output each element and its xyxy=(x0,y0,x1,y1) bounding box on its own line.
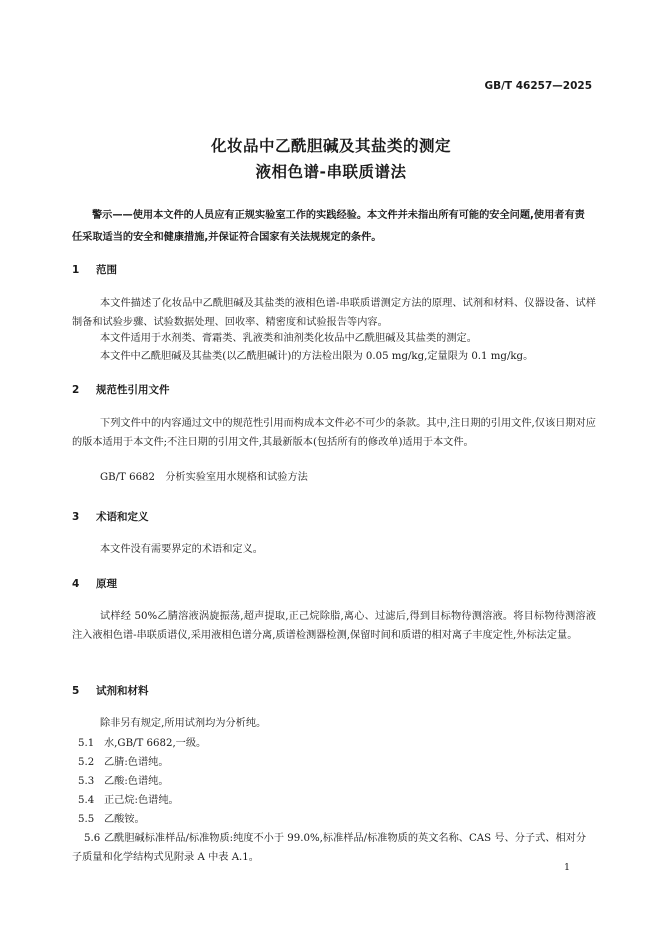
clause-text: 乙酸铵。 xyxy=(104,814,145,825)
section-1-paragraph-1: 本文件描述了化妆品中乙酰胆碱及其盐类的液相色谱-串联质谱测定方法的原理、试剂和材料、仪器设备、试样制备和试验步骤、试验数据处理、回收率、精密度和试验报告等内容。 xyxy=(72,298,596,328)
clause-number: 5.5 xyxy=(78,814,95,825)
clause-text: 正己烷:色谱纯。 xyxy=(104,795,179,806)
clause-number: 5.3 xyxy=(78,776,95,787)
clause-number: 5.1 xyxy=(78,738,95,749)
section-4-paragraph-1: 试样经 50%乙腈溶液涡旋振荡,超声提取,正己烷除脂,离心、过滤后,得到目标物待测溶液。将目标物待测溶液注入液相色谱-串联质谱仪,采用液相色谱分离,质谱检测器检测,保留时间和质谱的相对离子丰度定性,外标法定量。 xyxy=(72,611,596,641)
warning-notice: 警示——使用本文件的人员应有正规实验室工作的实践经验。本文件并未指出所有可能的安全问题,使用者有责任采取适当的安全和健康措施,并保证符合国家有关法规规定的条件。 xyxy=(72,210,585,243)
section-3-heading xyxy=(72,509,149,524)
section-number: 4 xyxy=(72,578,80,590)
section-5-heading xyxy=(72,683,149,698)
section-number: 5 xyxy=(72,685,80,697)
section-1-paragraph-3: 本文件中乙酰胆碱及其盐类(以乙酰胆碱计)的方法检出限为 0.05 mg/kg,定量限为 0.1 mg/kg。 xyxy=(100,351,534,362)
section-2-reference: GB/T 6682 分析实验室用水规格和试验方法 xyxy=(100,472,308,483)
section-number: 1 xyxy=(72,264,80,276)
clause-5-1 xyxy=(78,734,596,753)
section-3-paragraph-1: 本文件没有需要界定的术语和定义。 xyxy=(100,544,263,555)
clause-5-6 xyxy=(72,829,596,867)
document-title-line2: 液相色谱-串联质谱法 xyxy=(255,163,407,181)
section-title: 范围 xyxy=(96,264,117,276)
section-2-paragraph-1: 下列文件中的内容通过文中的规范性引用而构成本文件必不可少的条款。其中,注日期的引用文件,仅该日期对应的版本适用于本文件;不注日期的引用文件,其最新版本(包括所有的修改单)适用于本文件。 xyxy=(72,418,596,448)
section-number: 3 xyxy=(72,511,80,523)
clause-number: 5.6 xyxy=(84,833,101,844)
section-title: 规范性引用文件 xyxy=(96,384,170,396)
document-title-line1: 化妆品中乙酰胆碱及其盐类的测定 xyxy=(210,137,451,155)
clause-5-5 xyxy=(78,810,596,829)
section-1-heading xyxy=(72,262,117,277)
section-4-heading xyxy=(72,576,117,591)
clause-text: 乙腈:色谱纯。 xyxy=(104,757,169,768)
clause-text: 乙酸:色谱纯。 xyxy=(104,776,169,787)
page-number: 1 xyxy=(563,862,570,873)
clause-number: 5.4 xyxy=(78,795,95,806)
clause-text: 乙酰胆碱标准样品/标准物质:纯度不小于 99.0%,标准样品/标准物质的英文名称、CAS 号、分子式、相对分子质量和化学结构式见附录 A 中表 A.1。 xyxy=(72,833,587,863)
clause-5-3 xyxy=(78,772,596,791)
clause-5-2 xyxy=(78,753,596,772)
section-title: 术语和定义 xyxy=(96,511,149,523)
section-2-heading xyxy=(72,382,170,397)
section-5-paragraph-1: 除非另有规定,所用试剂均为分析纯。 xyxy=(100,718,267,729)
clause-number: 5.2 xyxy=(78,757,95,768)
section-number: 2 xyxy=(72,384,80,396)
section-1-paragraph-2: 本文件适用于水剂类、膏霜类、乳液类和油剂类化妆品中乙酰胆碱及其盐类的测定。 xyxy=(100,333,477,344)
section-title: 试剂和材料 xyxy=(96,685,149,697)
clause-5-4 xyxy=(78,791,596,810)
standard-code: GB/T 46257—2025 xyxy=(484,80,592,92)
clause-text: 水,GB/T 6682,一级。 xyxy=(104,738,207,749)
section-title: 原理 xyxy=(96,578,117,590)
